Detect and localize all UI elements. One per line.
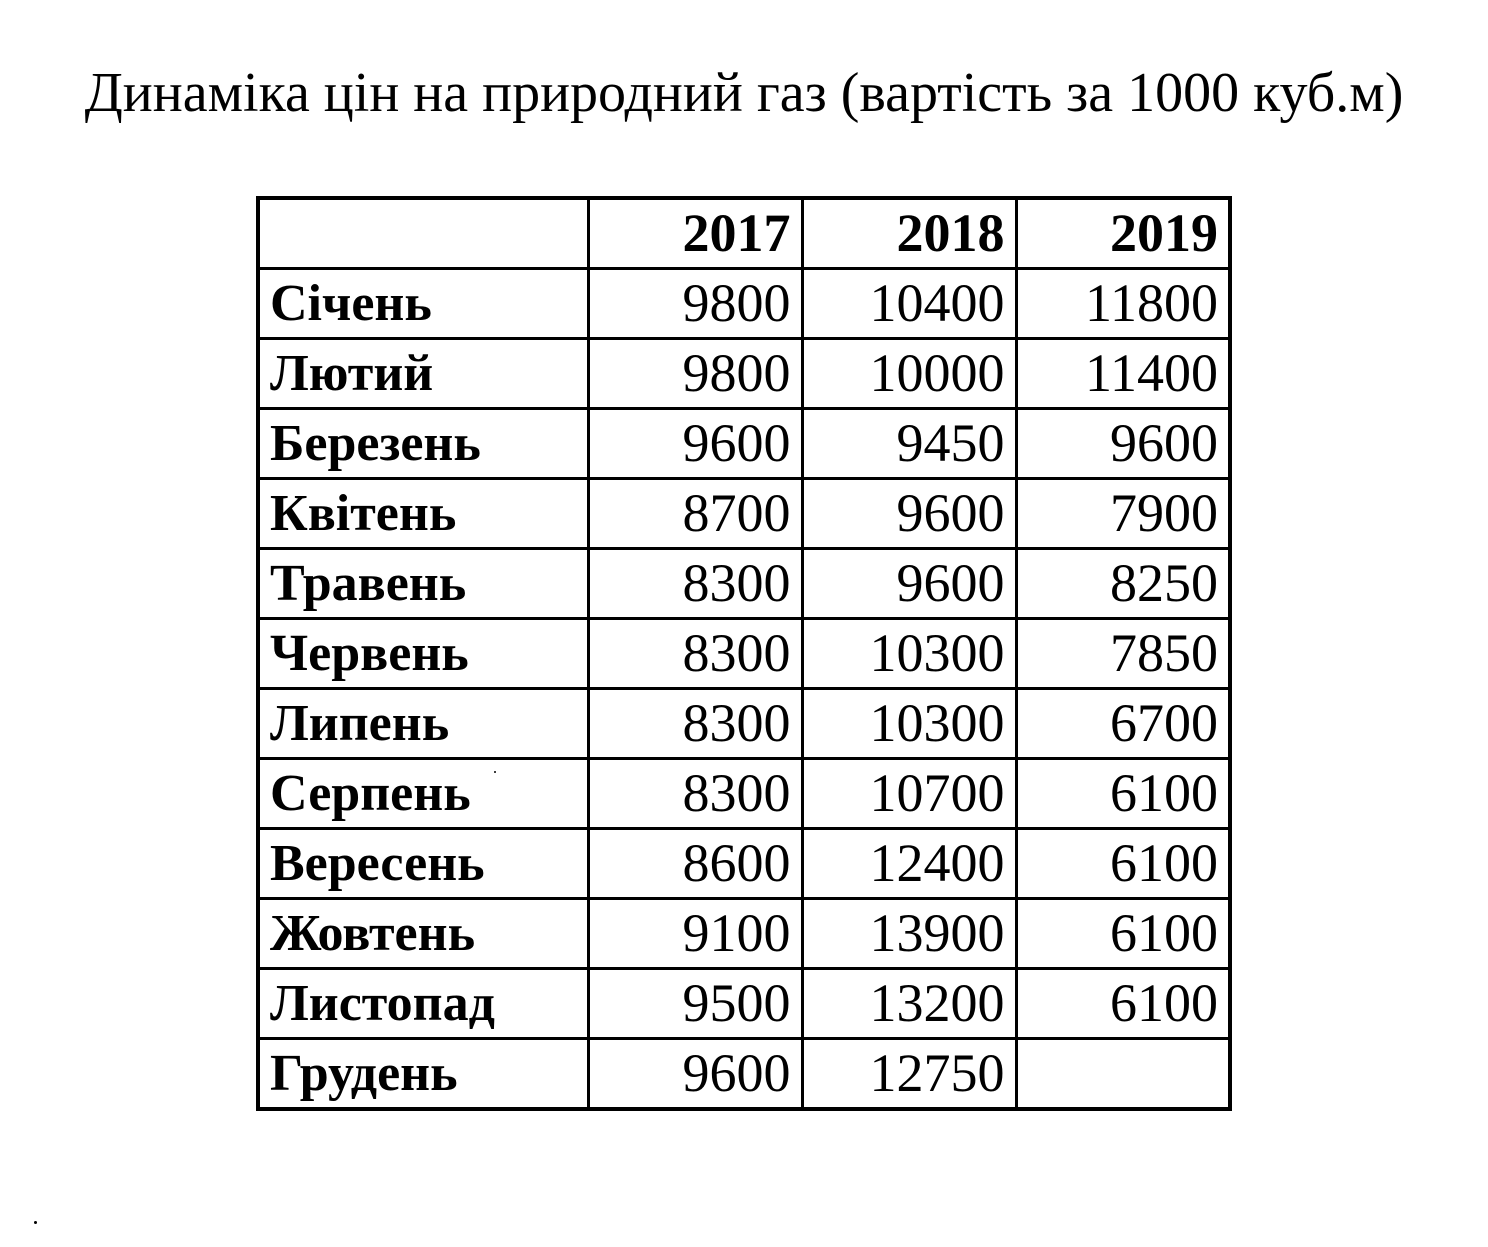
page-title: Динаміка цін на природний газ (вартість за 1000 куб.м) <box>84 62 1404 124</box>
price-cell-2017: 8600 <box>588 829 802 899</box>
table-row <box>258 899 1230 969</box>
price-cell-2017: 9800 <box>588 269 802 339</box>
price-cell-2019: 6100 <box>1016 829 1230 899</box>
price-cell-2018: 10700 <box>802 759 1016 829</box>
price-cell-2019: 6100 <box>1016 969 1230 1039</box>
month-label: Листопад <box>258 969 588 1039</box>
table-row <box>258 409 1230 479</box>
price-cell-2017: 9600 <box>588 1039 802 1110</box>
price-cell-2018: 13200 <box>802 969 1016 1039</box>
scan-speck <box>494 771 496 773</box>
month-label: Лютий <box>258 339 588 409</box>
table-row <box>258 549 1230 619</box>
table-row <box>258 1039 1230 1110</box>
price-cell-2017: 9500 <box>588 969 802 1039</box>
price-cell-2018: 10300 <box>802 689 1016 759</box>
price-cell-2019: 11400 <box>1016 339 1230 409</box>
month-label: Січень <box>258 269 588 339</box>
scan-speck <box>34 1221 37 1224</box>
price-cell-2018: 10000 <box>802 339 1016 409</box>
table-row <box>258 759 1230 829</box>
table-row <box>258 829 1230 899</box>
table-row <box>258 339 1230 409</box>
price-cell-2018: 9450 <box>802 409 1016 479</box>
price-cell-2019: 9600 <box>1016 409 1230 479</box>
gas-price-table <box>256 196 1232 1111</box>
price-cell-2017: 8700 <box>588 479 802 549</box>
price-cell-2019: 8250 <box>1016 549 1230 619</box>
price-cell-2017: 8300 <box>588 689 802 759</box>
month-label: Березень <box>258 409 588 479</box>
price-cell-2019: 7900 <box>1016 479 1230 549</box>
price-cell-2019: 6100 <box>1016 759 1230 829</box>
price-cell-2018: 10300 <box>802 619 1016 689</box>
price-cell-2018: 12400 <box>802 829 1016 899</box>
table-body <box>258 269 1230 1110</box>
month-label: Травень <box>258 549 588 619</box>
price-cell-2017: 9800 <box>588 339 802 409</box>
header-year-2018: 2018 <box>802 198 1016 269</box>
table-row <box>258 269 1230 339</box>
price-cell-2017: 8300 <box>588 759 802 829</box>
table-row <box>258 969 1230 1039</box>
table-row <box>258 619 1230 689</box>
month-label: Липень <box>258 689 588 759</box>
month-label: Жовтень <box>258 899 588 969</box>
price-cell-2019: 7850 <box>1016 619 1230 689</box>
month-label: Грудень <box>258 1039 588 1110</box>
price-cell-2018: 9600 <box>802 549 1016 619</box>
price-cell-2018: 9600 <box>802 479 1016 549</box>
price-cell-2017: 9100 <box>588 899 802 969</box>
month-label: Квітень <box>258 479 588 549</box>
price-cell-2019: 6100 <box>1016 899 1230 969</box>
table-row <box>258 479 1230 549</box>
price-cell-2019: 11800 <box>1016 269 1230 339</box>
header-corner-cell <box>258 198 588 269</box>
price-cell-2017: 8300 <box>588 549 802 619</box>
price-cell-2019 <box>1016 1039 1230 1110</box>
price-cell-2017: 9600 <box>588 409 802 479</box>
header-year-2017: 2017 <box>588 198 802 269</box>
header-year-2019: 2019 <box>1016 198 1230 269</box>
price-cell-2018: 12750 <box>802 1039 1016 1110</box>
price-cell-2018: 13900 <box>802 899 1016 969</box>
month-label: Червень <box>258 619 588 689</box>
table-row <box>258 689 1230 759</box>
price-cell-2018: 10400 <box>802 269 1016 339</box>
table-header-row <box>258 198 1230 269</box>
price-cell-2019: 6700 <box>1016 689 1230 759</box>
month-label: Серпень <box>258 759 588 829</box>
price-cell-2017: 8300 <box>588 619 802 689</box>
month-label: Вересень <box>258 829 588 899</box>
